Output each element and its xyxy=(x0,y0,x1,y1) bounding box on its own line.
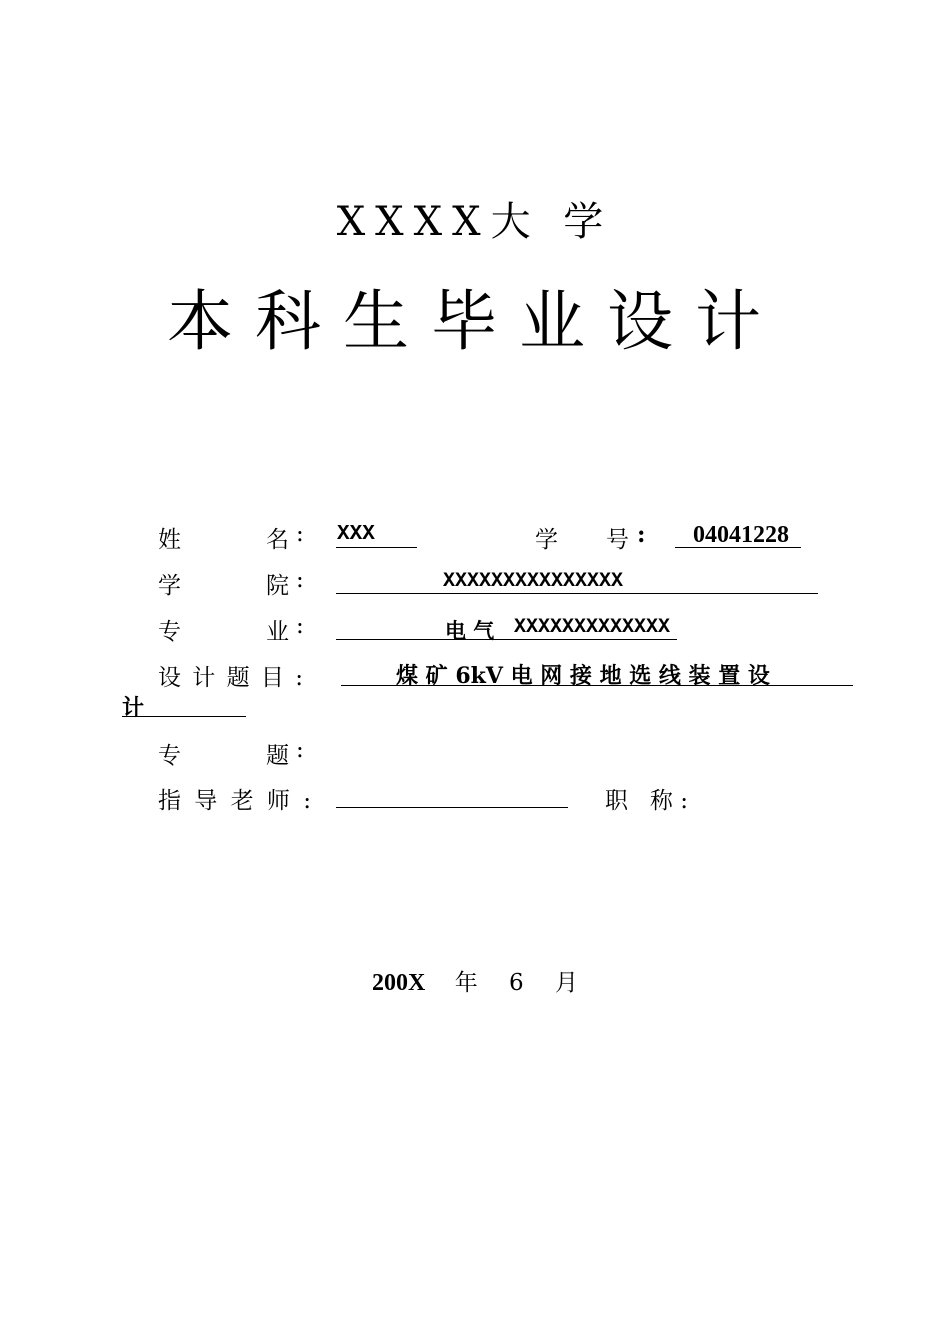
date-month-unit: 月 xyxy=(554,970,578,996)
advisor-label: 指 导 老 师 : xyxy=(158,788,314,814)
topic-label: 设 计 题 目 : xyxy=(158,665,305,691)
name-underline xyxy=(336,547,417,548)
name-colon: : xyxy=(296,521,304,547)
college-label-b: 院 xyxy=(266,573,289,599)
date-year-unit: 年 xyxy=(454,970,478,996)
date-month: 6 xyxy=(509,970,524,996)
topic-underline-1 xyxy=(341,685,853,686)
submission-date xyxy=(0,964,950,997)
major-colon: : xyxy=(296,613,304,639)
topic-value-line2: 计 xyxy=(122,695,145,721)
university-name: XXXX大 学 xyxy=(336,199,614,245)
college-value: XXXXXXXXXXXXXXX xyxy=(443,570,624,593)
major-underline xyxy=(336,639,677,640)
college-colon: : xyxy=(296,567,304,593)
major-value-cn: 电 气 xyxy=(445,618,495,643)
rank-label: 职 称 : xyxy=(605,788,688,814)
subtopic-label-b: 题 xyxy=(266,743,289,769)
student-id-underline xyxy=(675,547,801,548)
major-label-b: 业 xyxy=(266,619,289,645)
name-label-b: 名 xyxy=(266,527,289,553)
topic-value-line1: 煤 矿 6kV 电 网 接 地 选 线 装 置 设 xyxy=(396,663,770,689)
college-label-a: 学 xyxy=(158,573,181,599)
subtopic-label-a: 专 xyxy=(158,743,181,769)
document-title: 本科生毕业设计 xyxy=(167,283,783,360)
major-label-a: 专 xyxy=(158,619,181,645)
name-value: XXX xyxy=(337,523,375,546)
name-label-a: 姓 xyxy=(158,527,181,553)
advisor-underline xyxy=(336,807,568,808)
student-id-label-a: 学 xyxy=(535,527,558,553)
student-id-colon: : xyxy=(637,521,646,548)
topic-underline-2 xyxy=(122,716,246,717)
student-id-value: 04041228 xyxy=(693,522,789,548)
major-value: XXXXXXXXXXXXX xyxy=(514,616,671,639)
date-year: 200X xyxy=(372,970,426,996)
student-id-label-b: 号 xyxy=(606,527,629,553)
college-underline xyxy=(336,593,818,594)
subtopic-colon: : xyxy=(296,737,304,763)
